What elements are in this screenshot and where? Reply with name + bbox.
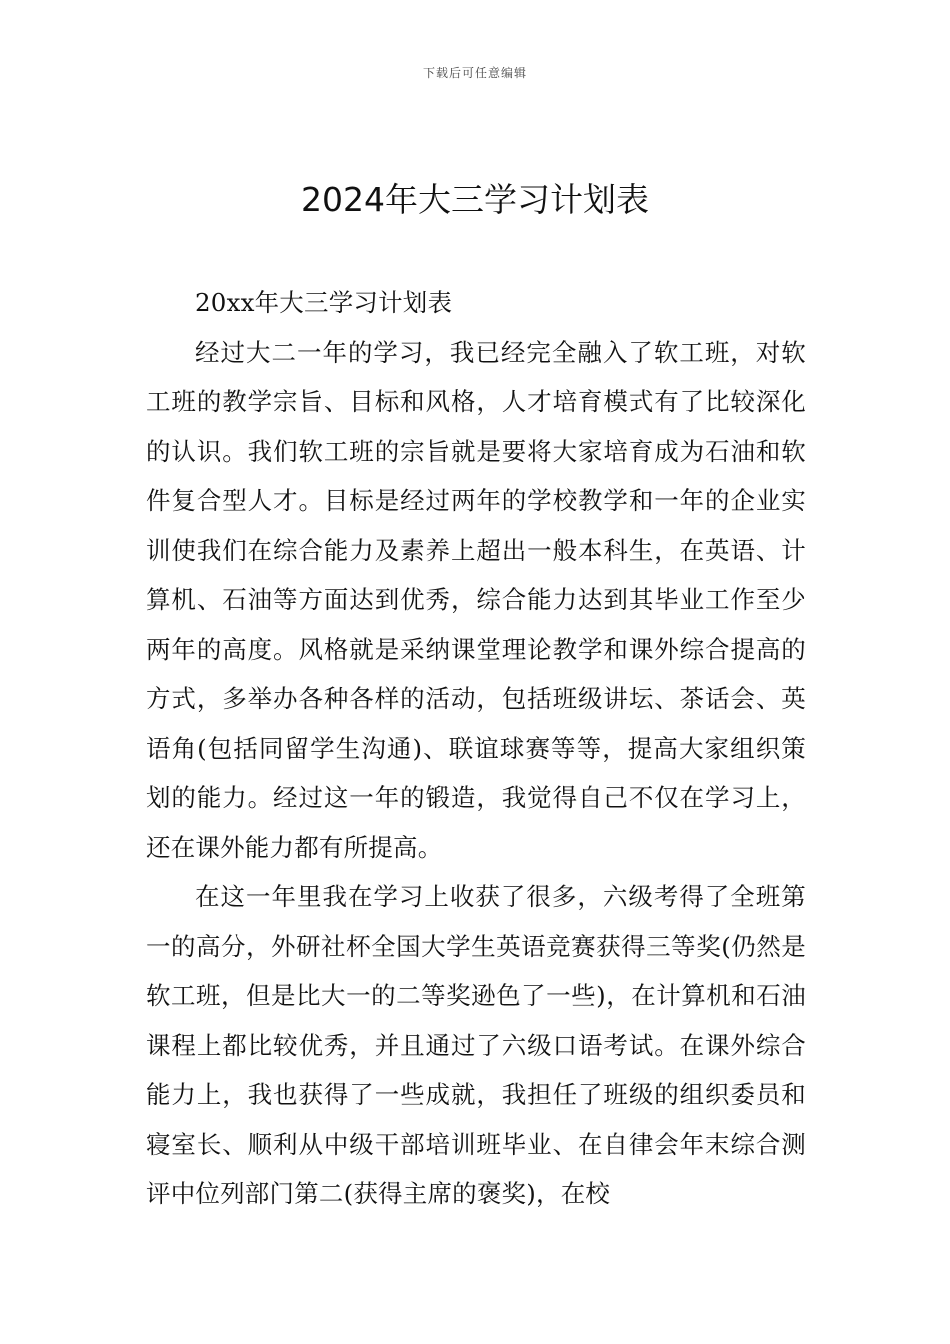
paragraph-subtitle: 20xx年大三学习计划表 — [195, 288, 453, 317]
paragraph-2: 在这一年里我在学习上收获了很多，六级考得了全班第一的高分，外研社杯全国大学生英语竞赛获得三等奖(仍然是软工班，但是比大一的二等奖逊色了一些)，在计算机和石油课程上都比较优秀，并且通过了六级口语考试。在课外综合能力上，我也获得了一些成就，我担任了班级的组织委员和寝室长、顺利从中级干部培训班毕业、在自律会年末综合测评中位列部门第二(获得主席的褒奖)，在校 — [146, 882, 806, 1208]
paragraph-1: 经过大二一年的学习，我已经完全融入了软工班，对软工班的教学宗旨、目标和风格，人才培育模式有了比较深化的认识。我们软工班的宗旨就是要将大家培育成为石油和软件复合型人才。目标是经过两年的学校教学和一年的企业实训使我们在综合能力及素养上超出一般本科生，在英语、计算机、石油等方面达到优秀，综合能力达到其毕业工作至少两年的高度。风格就是采纳课堂理论教学和课外综合提高的方式，多举办各种各样的活动，包括班级讲坛、茶话会、英语角(包括同留学生沟通)、联谊球赛等等，提高大家组织策划的能力。经过这一年的锻造，我觉得自己不仅在学习上，还在课外能力都有所提高。 — [146, 337, 806, 862]
document-body — [146, 278, 806, 1219]
header-note: 下载后可任意编辑 — [422, 66, 527, 80]
document-title: 2024年大三学习计划表 — [301, 180, 649, 219]
